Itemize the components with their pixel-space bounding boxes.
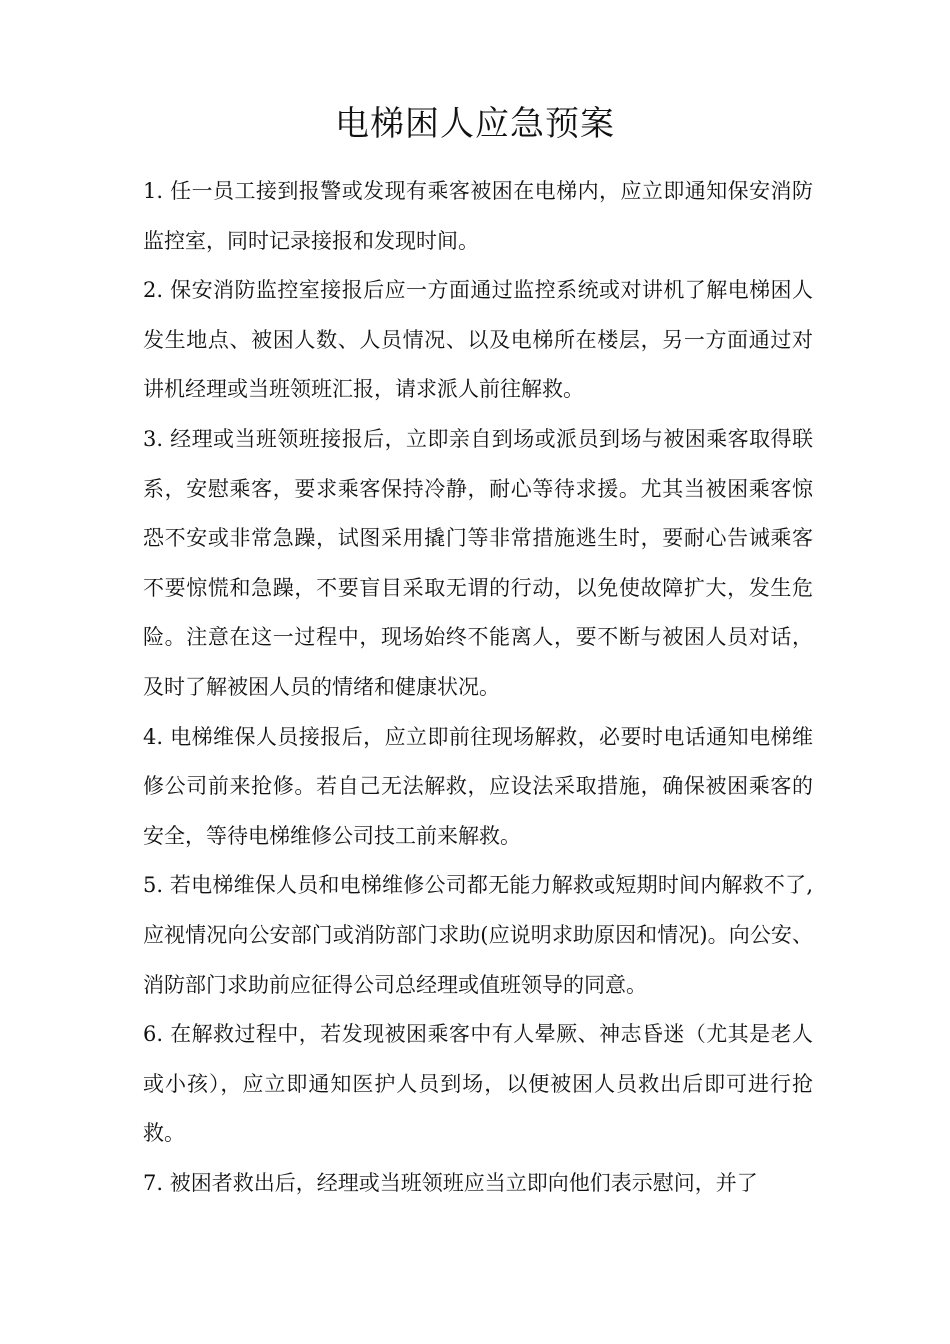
paragraph-1: 1. 任一员工接到报警或发现有乘客被困在电梯内，应立即通知保安消防监控室，同时记录接报和发现时间。 <box>143 179 813 253</box>
paragraph-3: 3. 经理或当班领班接报后，立即亲自到场或派员到场与被困乘客取得联系，安慰乘客，要求乘客保持冷静，耐心等待求援。尤其当被困乘客惊恐不安或非常急躁，试图采用撬门等非常措施逃生时，要耐心告诫乘客不要惊慌和急躁，不要盲目采取无谓的行动，以免使故障扩大，发生危险。注意在这一过程中，现场始终不能离人，要不断与被困人员对话，及时了解被困人员的情绪和健康状况。 <box>143 426 813 699</box>
paragraph-7: 7. 被困者救出后，经理或当班领班应当立即向他们表示慰问，并了 <box>143 1170 758 1195</box>
paragraph-5: 5. 若电梯维保人员和电梯维修公司都无能力解救或短期时间内解救不了,应视情况向公安部门或消防部门求助(应说明求助原因和情况)。向公安、消防部门求助前应征得公司总经理或值班领导的同意。 <box>143 873 813 997</box>
paragraph-2: 2. 保安消防监控室接报后应一方面通过监控系统或对讲机了解电梯困人发生地点、被困人数、人员情况、以及电梯所在楼层，另一方面通过对讲机经理或当班领班汇报，请求派人前往解救。 <box>143 278 813 402</box>
document-body <box>143 167 813 1208</box>
document-title: 电梯困人应急预案 <box>335 104 615 144</box>
paragraph-6: 6. 在解救过程中，若发现被困乘客中有人晕厥、神志昏迷（尤其是老人或小孩），应立即通知医护人员到场，以便被困人员救出后即可进行抢救。 <box>143 1022 813 1146</box>
paragraph-4: 4. 电梯维保人员接报后，应立即前往现场解救，必要时电话通知电梯维修公司前来抢修。若自己无法解救，应设法采取措施，确保被困乘客的安全，等待电梯维修公司技工前来解救。 <box>143 724 813 848</box>
